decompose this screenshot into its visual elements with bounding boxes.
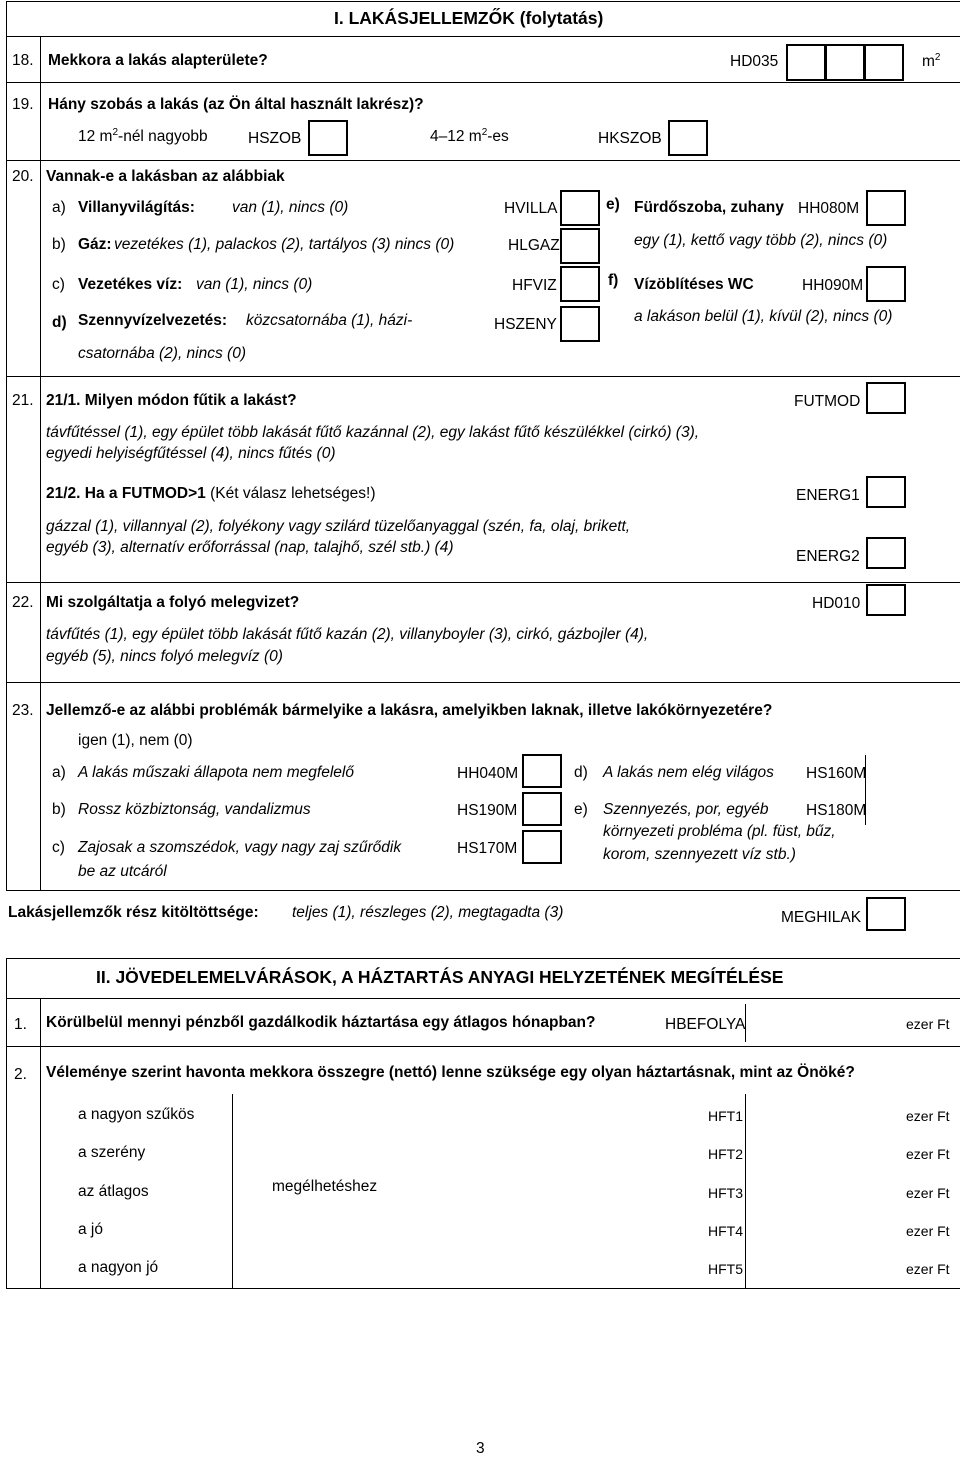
question-text: 21/1. Milyen módon fűtik a lakást? (46, 392, 297, 409)
row-line (6, 160, 960, 161)
answer-box[interactable] (786, 44, 826, 81)
item-options: gázzal (1), villannyal (2), folyékony vagy szilárd tüzelőanyaggal (szén, fa, olaj, brikett, (46, 518, 631, 535)
label-column-line (232, 1094, 233, 1288)
item-letter: f) (608, 272, 619, 289)
item-text-cont: be az utcáról (78, 863, 167, 880)
unit-label: ezer Ft (906, 1223, 950, 1239)
item-letter: d) (574, 764, 588, 781)
option-label: 4–12 $m^2-es$ (430, 126, 509, 145)
frame-left (6, 958, 7, 1288)
item-label: Vezetékes víz: (78, 276, 183, 293)
frame-bottom (6, 890, 960, 891)
item-label: Vízöblítéses WC (634, 276, 754, 293)
frame-top (6, 1, 960, 2)
question-number: 19. (12, 96, 34, 113)
item-text: A lakás nem elég világos (603, 764, 774, 781)
item-options: vezetékes (1), palackos (2), tartályos (3) nincs (0) (114, 236, 455, 253)
answer-box[interactable] (866, 537, 906, 569)
question-number: 1. (14, 1016, 27, 1033)
item-options: egyedi helyiségfűtéssel (4), nincs fűtés (0) (46, 445, 336, 462)
unit-label: $m^2$ (922, 51, 941, 70)
item-label: Villanyvilágítás: (78, 199, 195, 216)
answer-box[interactable] (866, 584, 906, 616)
variable-code: HFT4 (708, 1223, 743, 1239)
question-number: 20. (12, 168, 34, 185)
answer-box[interactable] (560, 306, 600, 342)
question-text: 21/2. Ha a FUTMOD>1 (Két válasz lehetséges!) (46, 485, 376, 502)
item-letter: b) (52, 236, 66, 253)
unit-label: ezer Ft (906, 1261, 950, 1277)
number-column-line (40, 998, 41, 1288)
option-label: 12 $m^2$-nél nagyobb (78, 126, 208, 145)
item-letter: e) (574, 801, 588, 818)
item-text-cont: környezeti probléma (pl. füst, bűz, (603, 823, 836, 840)
variable-code: HLGAZ (508, 237, 560, 254)
completion-options: teljes (1), részleges (2), megtagadta (3) (292, 904, 564, 921)
item-letter: e) (606, 196, 620, 213)
item-options: a lakáson belül (1), kívül (2), nincs (0) (634, 308, 893, 325)
item-text: Szennyezés, por, egyéb (603, 801, 769, 818)
item-options: egyéb (5), nincs folyó melegvíz (0) (46, 648, 283, 665)
answer-box[interactable] (522, 792, 562, 826)
question-text: Mekkora a lakás alapterülete? (48, 52, 268, 69)
row-line (6, 582, 960, 583)
variable-code: HFT1 (708, 1108, 743, 1124)
variable-code: HVILLA (504, 200, 558, 217)
unit-label: ezer Ft (906, 1146, 950, 1162)
row-label: a nagyon szűkös (78, 1106, 195, 1123)
question-text: Jellemző-e az alábbi problémák bármelyike a lakásra, amelyikben laknak, illetve lakókörnyezetére? (46, 702, 773, 719)
row-line (6, 376, 960, 377)
item-letter: d) (52, 314, 67, 331)
variable-code: HFT3 (708, 1185, 743, 1201)
item-options: távfűtés (1), egy épület több lakását fűtő kazán (2), villanyboyler (3), cirkó, gázbojler (4), (46, 626, 649, 643)
variable-code: HFVIZ (512, 277, 557, 294)
answer-box[interactable] (560, 266, 600, 302)
item-text: Rossz közbiztonság, vandalizmus (78, 801, 311, 818)
answer-box[interactable] (668, 120, 708, 156)
answer-box[interactable] (308, 120, 348, 156)
item-options: távfűtéssel (1), egy épület több lakását fűtő kazánnal (2), egy lakást fűtő készülékkel (cirkó) (3), (46, 424, 700, 441)
question-number: 18. (12, 52, 34, 69)
item-options: egy (1), kettő vagy több (2), nincs (0) (634, 232, 888, 249)
item-label: Szennyvízelvezetés: (78, 312, 228, 329)
row-line (6, 82, 960, 83)
variable-code: HD010 (812, 595, 861, 612)
variable-code: HKSZOB (598, 130, 662, 147)
variable-code: HH090M (802, 277, 864, 294)
question-number: 23. (12, 702, 34, 719)
answer-column-line (865, 755, 866, 825)
page-number: 3 (476, 1440, 485, 1457)
variable-code: ENERG2 (796, 548, 860, 565)
question-number: 21. (12, 392, 34, 409)
answer-box[interactable] (866, 190, 906, 226)
item-letter: c) (52, 839, 65, 856)
item-options: van (1), nincs (0) (196, 276, 313, 293)
unit-label: ezer Ft (906, 1185, 950, 1201)
answer-box[interactable] (522, 754, 562, 788)
row-label: a jó (78, 1221, 103, 1238)
question-text: Véleménye szerint havonta mekkora összegre (nettó) lenne szüksége egy olyan háztartásnak, mint az Önöké? (46, 1064, 855, 1081)
answer-box[interactable] (866, 476, 906, 508)
variable-code: ENERG1 (796, 487, 860, 504)
variable-code: HS180M (806, 802, 867, 819)
variable-code: HD035 (730, 53, 779, 70)
row-line (6, 1046, 960, 1047)
item-options-cont: csatornába (2), nincs (0) (78, 345, 246, 362)
middle-label: megélhetéshez (272, 1178, 378, 1195)
answer-box[interactable] (866, 897, 906, 931)
unit-label: ezer Ft (906, 1108, 950, 1124)
row-label: a nagyon jó (78, 1259, 159, 1276)
variable-code: FUTMOD (794, 393, 861, 410)
variable-code: HS190M (457, 802, 518, 819)
variable-code: HFT5 (708, 1261, 743, 1277)
frame-left (6, 1, 7, 890)
answer-box[interactable] (864, 44, 904, 81)
scale-label: igen (1), nem (0) (78, 732, 193, 749)
variable-code: HH080M (798, 200, 860, 217)
variable-code: HS160M (806, 765, 867, 782)
answer-box[interactable] (866, 266, 906, 302)
answer-box[interactable] (866, 382, 906, 414)
answer-box[interactable] (522, 830, 562, 864)
frame-bottom (6, 1288, 960, 1289)
answer-box[interactable] (560, 190, 600, 226)
question-text: Körülbelül mennyi pénzből gazdálkodik háztartása egy átlagos hónapban? (46, 1014, 596, 1031)
row-line (6, 682, 960, 683)
row-label: az átlagos (78, 1183, 149, 1200)
number-column-line (40, 36, 41, 890)
row-label: a szerény (78, 1144, 146, 1161)
item-text-cont: korom, szennyezett víz stb.) (603, 846, 796, 863)
item-options: van (1), nincs (0) (232, 199, 349, 216)
question-text: Vannak-e a lakásban az alábbiak (46, 168, 285, 185)
variable-code: HFT2 (708, 1146, 743, 1162)
variable-code: HSZOB (248, 130, 302, 147)
frame-top (6, 958, 960, 959)
item-label: Fürdőszoba, zuhany (634, 199, 784, 216)
item-letter: a) (52, 764, 66, 781)
variable-code: HS170M (457, 840, 518, 857)
section-title: I. LAKÁSJELLEMZŐK (folytatás) (334, 8, 604, 28)
row-line (6, 36, 960, 37)
answer-field-line (745, 1094, 746, 1288)
variable-code: MEGHILAK (781, 909, 862, 926)
item-text: Zajosak a szomszédok, vagy nagy zaj szűrődik (78, 839, 402, 856)
question-number: 22. (12, 594, 34, 611)
item-text: A lakás műszaki állapota nem megfelelő (78, 764, 354, 781)
variable-code: HSZENY (494, 316, 557, 333)
question-number: 2. (14, 1066, 27, 1083)
item-label: Gáz: (78, 236, 112, 253)
answer-box[interactable] (560, 228, 600, 264)
item-letter: a) (52, 199, 66, 216)
variable-code: HBEFOLYA (665, 1016, 746, 1033)
question-text: Hány szobás a lakás (az Ön által használt lakrész)? (48, 96, 424, 113)
item-options: közcsatornába (1), házi- (246, 312, 413, 329)
section-title: II. JÖVEDELEMELVÁRÁSOK, A HÁZTARTÁS ANYAGI HELYZETÉNEK MEGÍTÉLÉSE (96, 967, 784, 987)
variable-code: HH040M (457, 765, 519, 782)
row-line (6, 998, 960, 999)
answer-field-line (745, 1004, 746, 1042)
unit-label: ezer Ft (906, 1016, 950, 1032)
item-letter: c) (52, 276, 65, 293)
question-text: Mi szolgáltatja a folyó melegvizet? (46, 594, 300, 611)
item-options: egyéb (3), alternatív erőforrással (nap, talajhő, szél stb.) (4) (46, 539, 454, 556)
completion-label: Lakásjellemzők rész kitöltöttsége: (8, 904, 259, 921)
answer-box[interactable] (825, 44, 865, 81)
item-letter: b) (52, 801, 66, 818)
